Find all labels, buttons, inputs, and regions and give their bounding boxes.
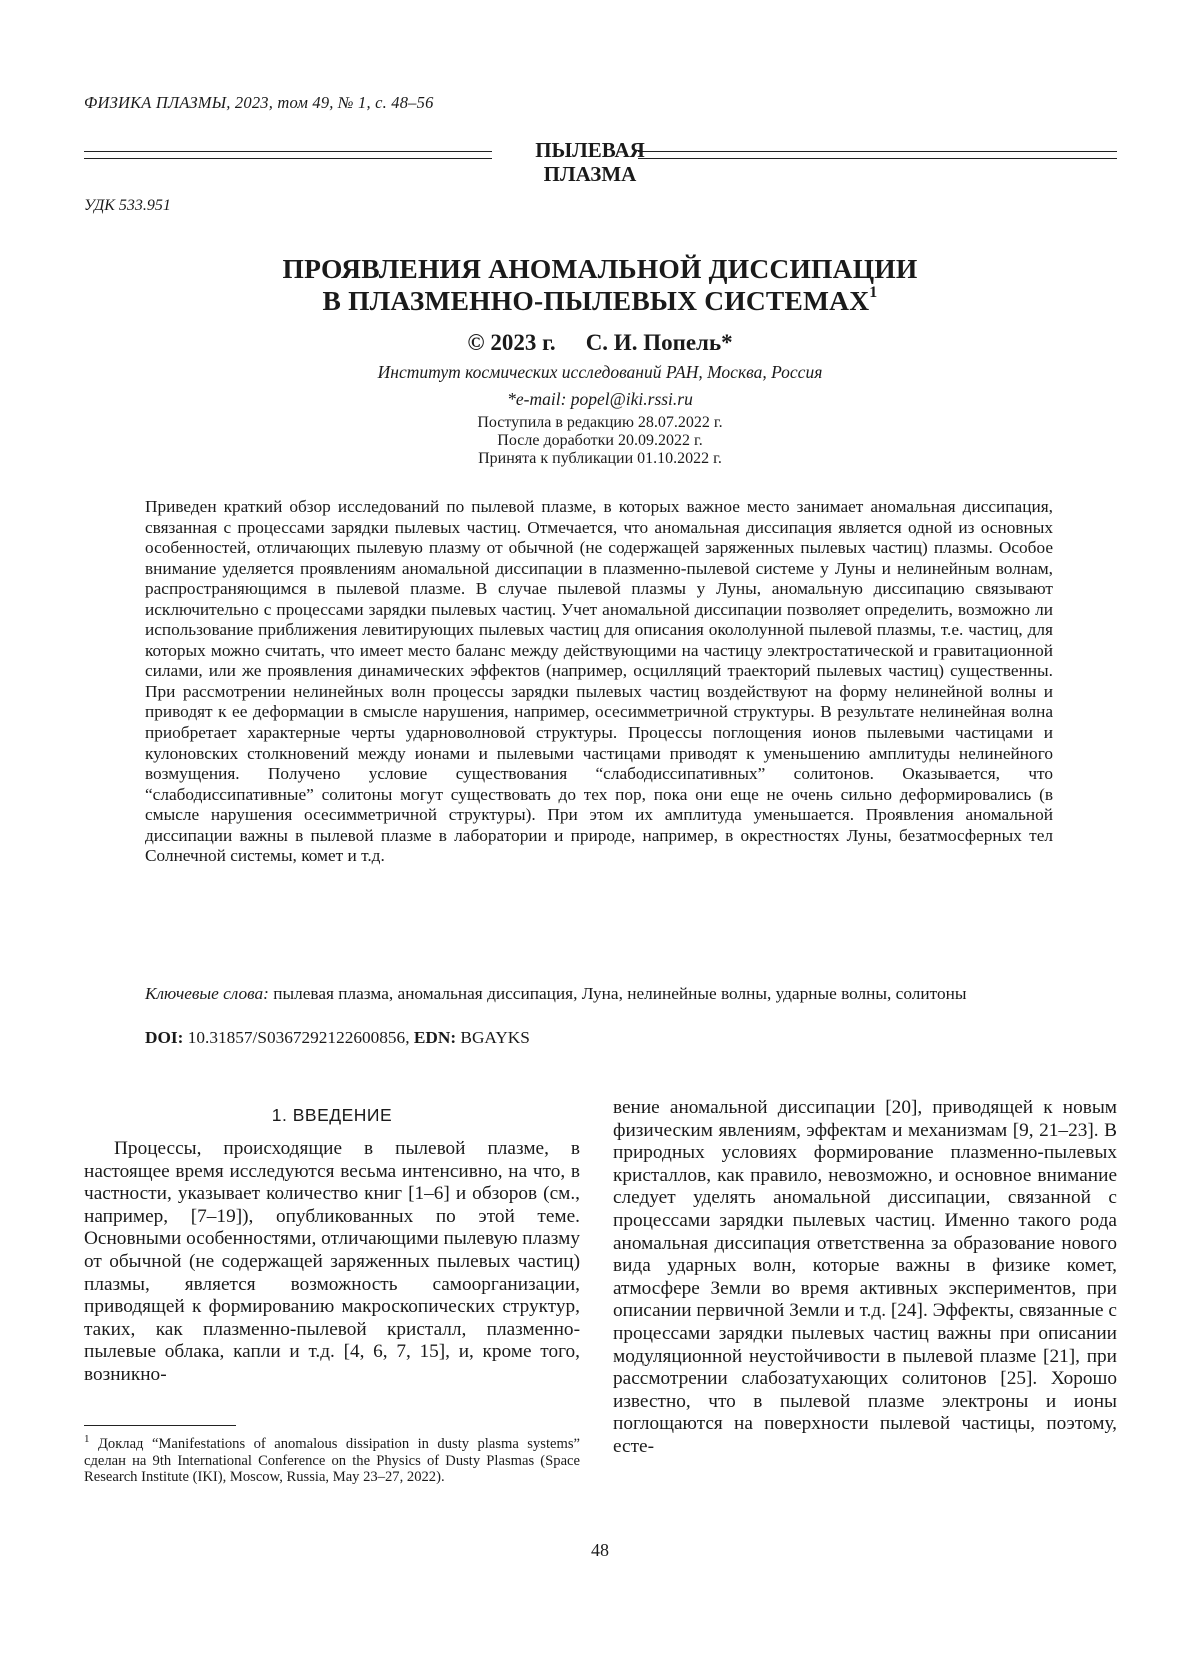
section-rule-left bbox=[84, 151, 492, 159]
title-line2 bbox=[160, 285, 1040, 317]
author-affiliation: Институт космических исследований РАН, Москва, Россия bbox=[377, 362, 823, 382]
date-received: Поступила в редакцию 28.07.2022 г. bbox=[477, 414, 723, 431]
edn-label: EDN: bbox=[413, 1028, 457, 1047]
date-accepted: Принята к публикации 01.10.2022 г. bbox=[478, 450, 722, 467]
submission-dates bbox=[160, 414, 1040, 468]
footnote-divider bbox=[84, 1425, 236, 1426]
footnote-text: Доклад “Manifestations of anomalous dissipation in dusty plasma systems” сделан на 9th International Conference on the Physics of Dusty Plasmas (Space Research Institute (IKI), Moscow, Russia, May 23–27, 2022). bbox=[84, 1435, 580, 1486]
keywords bbox=[145, 984, 1053, 1005]
intro-paragraph-right: вение аномальной диссипации [20], приводящей к новым физическим явлениям, эффектам и механизмам [9, 21–23]. В природных условиях формирование плазменно-пылевых кристаллов, как правило, невозможно, и основное внимание следует уделять аномальной диссипации, связанной с процессами зарядки пылевых частиц. Именно такого рода аномальная диссипация ответственна за образование нового вида ударных волн, которые важны в физике комет, атмосфере Земли во время активных экспериментов, при описании первичной Земли и т.д. [24]. Эффекты, связанные с процессами зарядки пылевых частиц важны при описании модуляционной неустойчивости в пылевой плазме [21], при рассмотрении слабозатухающих солитонов [25]. Хорошо известно, что в пылевой плазме электроны и ионы поглощаются на поверхности пылевой частицы, поэтому, есте- bbox=[613, 1097, 1117, 1457]
udk-code: УДК 533.951 bbox=[84, 197, 171, 214]
author-email: *e-mail: popel@iki.rssi.ru bbox=[507, 389, 693, 409]
doi-label: DOI: bbox=[145, 1028, 184, 1047]
doi-line bbox=[145, 1028, 530, 1048]
section-title-introduction: 1. ВВЕДЕНИЕ bbox=[271, 1105, 393, 1125]
keywords-label: Ключевые слова: bbox=[145, 984, 269, 1003]
title-footnote-mark: 1 bbox=[869, 284, 878, 301]
copyright-year: © 2023 г. bbox=[467, 330, 556, 355]
section-heading bbox=[510, 138, 670, 186]
keywords-text: пылевая плазма, аномальная диссипация, Луна, нелинейные волны, ударные волны, солитоны bbox=[268, 984, 967, 1003]
journal-header: ФИЗИКА ПЛАЗМЫ, 2023, том 49, № 1, с. 48–56 bbox=[84, 93, 434, 112]
abstract: Приведен краткий обзор исследований по пылевой плазме, в которых важное место занимает аномальная диссипация, связанная с процессами зарядки пылевых частиц. Отмечается, что аномальная диссипация является одной из основных особенностей, отличающих пылевую плазму от обычной (не содержащей заряженных пылевых частиц) плазмы. Особое внимание уделяется проявлениям аномальной диссипации в плазменно-пылевой системе у Луны и нелинейным волнам, распространяющимся в пылевой плазме. В случае пылевой плазмы у Луны, аномальную диссипацию связывают исключительно с процессами зарядки пылевых частиц. Учет аномальной диссипации позволяет определить, возможно ли использование приближения левитирующих пылевых частиц для описания окололунной пылевой плазмы, т.е. частиц, для которых можно считать, что имеет место баланс между действующими на частицу электростатической и гравитационной силами, или же проявления динамических эффектов (например, осцилляций траекторий пылевых частиц) существенны. При рассмотрении нелинейных волн процессы зарядки пылевых частиц воздействуют на форму нелинейной волны и приводят к ее деформации в смысле нарушения, например, осесимметричной структуры. В результате нелинейная волна приобретает характерные черты ударноволновой структуры. Процессы поглощения ионов пылевыми частицами и кулоновских столкновений между ионами и пылевыми частицами приводят к уменьшению амплитуды нелинейного возмущения. Получено условие существования “слабодиссипативных” солитонов. Оказывается, что “слабодиссипативные” солитоны могут существовать до тех пор, пока они еще не очень сильно деформировались (в смысле нарушения осесимметричной структуры). При этом их амплитуда уменьшается. Проявления аномальной диссипации важны в пылевой плазме в лаборатории и природе, например, в окрестностях Луны, безатмосферных тел Солнечной системы, комет и т.д. bbox=[145, 497, 1053, 866]
title-line1: ПРОЯВЛЕНИЯ АНОМАЛЬНОЙ ДИССИПАЦИИ bbox=[282, 253, 918, 284]
footnote bbox=[84, 1431, 580, 1486]
section-heading-line2: ПЛАЗМА bbox=[543, 162, 637, 186]
edn-value: BGAYKS bbox=[456, 1028, 530, 1047]
article-title bbox=[160, 253, 1040, 317]
page-number: 48 bbox=[591, 1540, 609, 1560]
left-column bbox=[84, 1105, 580, 1387]
section-rule-right bbox=[638, 151, 1117, 159]
footnote-mark: 1 bbox=[84, 1433, 90, 1445]
date-revised: После доработки 20.09.2022 г. bbox=[497, 432, 703, 449]
intro-paragraph-left: Процессы, происходящие в пылевой плазме, в настоящее время исследуются весьма интенсивно, на что, в частности, указывает количество книг [1–6] и обзоров (см., например, [7–19]), опубликованных по этой теме. Основными особенностями, отличающими пылевую плазму от обычной (не содержащей заряженных пылевых частиц) плазмы, является возможность самоорганизации, приводящей к формированию макроскопических структур, таких, как плазменно-пылевой кристалл, плазменно-пылевые облака, капли и т.д. [4, 6, 7, 15], и, кроме того, возникно- bbox=[84, 1138, 580, 1385]
title-line2-text: В ПЛАЗМЕННО-ПЫЛЕВЫХ СИСТЕМАХ bbox=[322, 285, 870, 316]
author-name: С. И. Попель* bbox=[585, 330, 733, 355]
section-heading-line1: ПЫЛЕВАЯ bbox=[535, 138, 645, 162]
doi-value: 10.31857/S0367292122600856, bbox=[183, 1028, 414, 1047]
author-line bbox=[160, 330, 1040, 356]
right-column bbox=[613, 1097, 1117, 1459]
